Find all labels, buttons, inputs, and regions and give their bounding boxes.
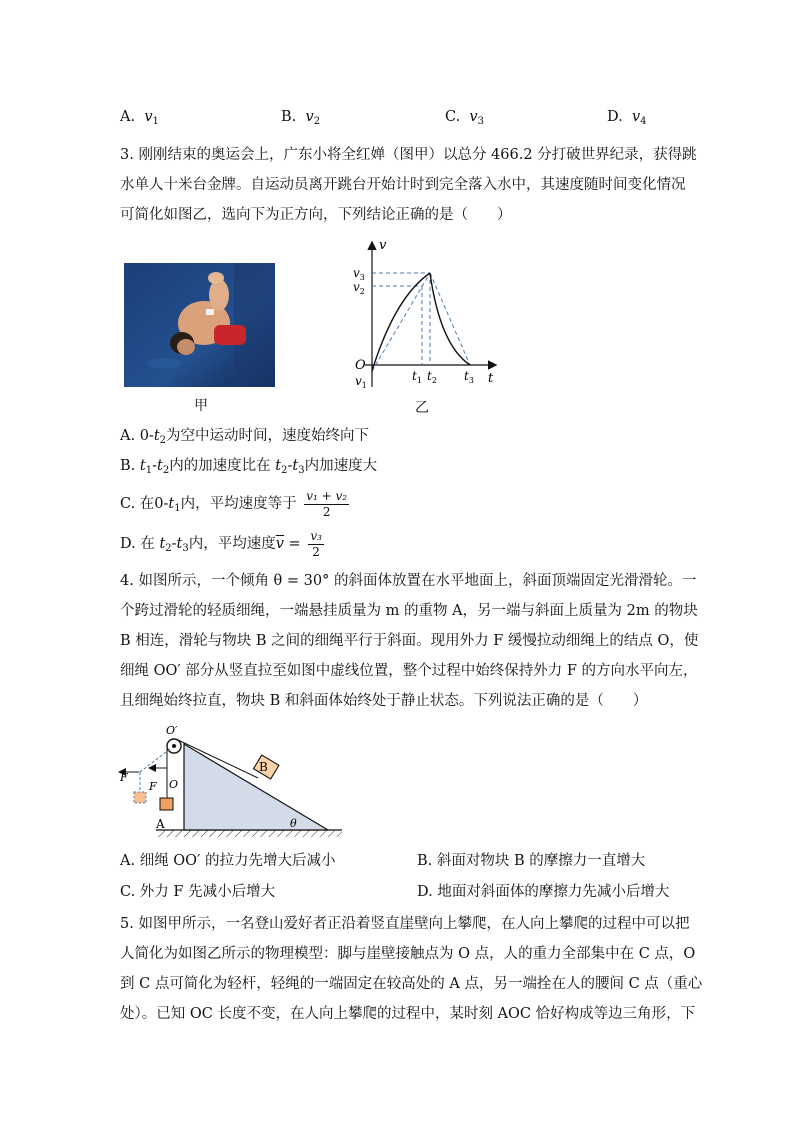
q3-option-b[interactable]: B. $t_1-t_2$内的加速度比在 $t_2-t_3$内加速度大 (120, 458, 378, 476)
svg-text:F: F (120, 771, 128, 784)
svg-text:t3: $t_3$ (464, 369, 474, 385)
q3-option-c[interactable]: C. 在$0-t_1$内，平均速度等于 $\frac{\text{v₁ + v₂}}{2}$ (120, 488, 348, 519)
svg-text:v2: $v_2$ (353, 280, 365, 296)
q4-option-d[interactable]: D. 地面对斜面体的摩擦力先减小后增大 (417, 884, 670, 900)
q2-option-a[interactable]: A. $v_1$ (120, 109, 159, 127)
svg-text:θ: θ (290, 817, 297, 830)
q3-stem-line-3: 可简化如图乙，选向下为正方向，下列结论正确的是（ ） (120, 207, 512, 223)
incline-pulley-diagram (112, 722, 344, 846)
figure-yi-caption: 乙 (415, 400, 429, 416)
figure-jia-caption: 甲 (194, 398, 208, 414)
average-velocity-fraction-d: $\frac{\text{v₃}}{2}$ (310, 528, 322, 559)
q4-stem-line-5: 且细绳始终拉直，物块 B 和斜面体始终处于静止状态。下列说法正确的是（ ） (120, 693, 648, 709)
incline-wedge (184, 744, 328, 830)
q4-stem-line-3: B 相连，滑轮与物块 B 之间的细绳平行于斜面。现用外力 F 缓慢拉动细绳上的结点 O，使 (120, 633, 699, 649)
q4-stem-line-1: 4. 如图所示，一个倾角 θ = 30° 的斜面体放置在水平地面上，斜面顶端固定光滑滑轮。一 (120, 573, 697, 589)
q2-option-d[interactable]: D. $v_4$ (607, 109, 647, 127)
block-a (160, 798, 173, 810)
q4-option-a[interactable]: A. 细绳 OO′ 的拉力先增大后减小 (120, 853, 336, 869)
q2-option-b[interactable]: B. $v_2$ (281, 109, 321, 127)
q5-stem-line-4: 处）。已知 OC 长度不变，在人向上攀爬的过程中，某时刻 AOC 恰好构成等边三角形，下 (120, 1006, 696, 1022)
q3-option-d[interactable]: D. 在 $t_2-t_3$内，平均速度$\overline{v}$ = $\frac{\text{v₃}}{2}$ (120, 528, 322, 559)
svg-text:v1: $v_1$ (355, 374, 367, 390)
q5-stem-line-2: 人简化为如图乙所示的物理模型：脚与崖壁接触点为 O 点，人的重力全部集中在 C 点，O (120, 946, 696, 962)
svg-text:F: F (149, 780, 157, 793)
velocity-time-graph (345, 235, 505, 395)
q4-option-b[interactable]: B. 斜面对物块 B 的摩擦力一直增大 (417, 853, 646, 869)
svg-text:t: t (488, 371, 494, 386)
svg-text:O: O (355, 358, 366, 373)
svg-text:v: v (379, 238, 387, 253)
average-velocity-fraction: $\frac{\text{v₁ + v₂}}{2}$ (306, 488, 348, 519)
diver-photo (124, 263, 275, 387)
svg-text:O′: O′ (166, 724, 178, 737)
svg-text:t1: $t_1$ (412, 369, 422, 385)
q3-stem-line-2: 水单人十米台金牌。自运动员离开跳台开始计时到完全落入水中，其速度随时间变化情况 (120, 177, 686, 193)
q5-stem-line-3: 到 C 点可简化为轻杆，轻绳的一端固定在较高处的 A 点，另一端拴在人的腰间 C 点（重心 (120, 976, 703, 992)
q2-option-c[interactable]: C. $v_3$ (445, 109, 484, 127)
svg-text:t2: $t_2$ (427, 369, 437, 385)
q3-stem-line-1: 3. 刚刚结束的奥运会上，广东小将全红婵（图甲）以总分 466.2 分打破世界纪录，获得跳 (120, 147, 697, 163)
q3-option-a[interactable]: A. $0-t_2$为空中运动时间，速度始终向下 (120, 428, 370, 446)
q4-stem-line-4: 细绳 OO′ 部分从竖直拉至如图中虚线位置，整个过程中始终保持外力 F 的方向水平向左， (120, 663, 698, 679)
svg-text:B: B (259, 760, 268, 774)
svg-text:O: O (169, 778, 179, 791)
q4-stem-line-2: 个跨过滑轮的轻质细绳，一端悬挂质量为 m 的重物 A，另一端与斜面上质量为 2m 的物块 (120, 603, 698, 619)
q5-stem-line-1: 5. 如图甲所示，一名登山爱好者正沿着竖直崖壁向上攀爬，在人向上攀爬的过程中可以把 (120, 916, 690, 932)
svg-text:A: A (156, 817, 165, 831)
q4-option-c[interactable]: C. 外力 F 先减小后增大 (120, 884, 276, 900)
svg-text:v3: $v_3$ (353, 266, 365, 282)
